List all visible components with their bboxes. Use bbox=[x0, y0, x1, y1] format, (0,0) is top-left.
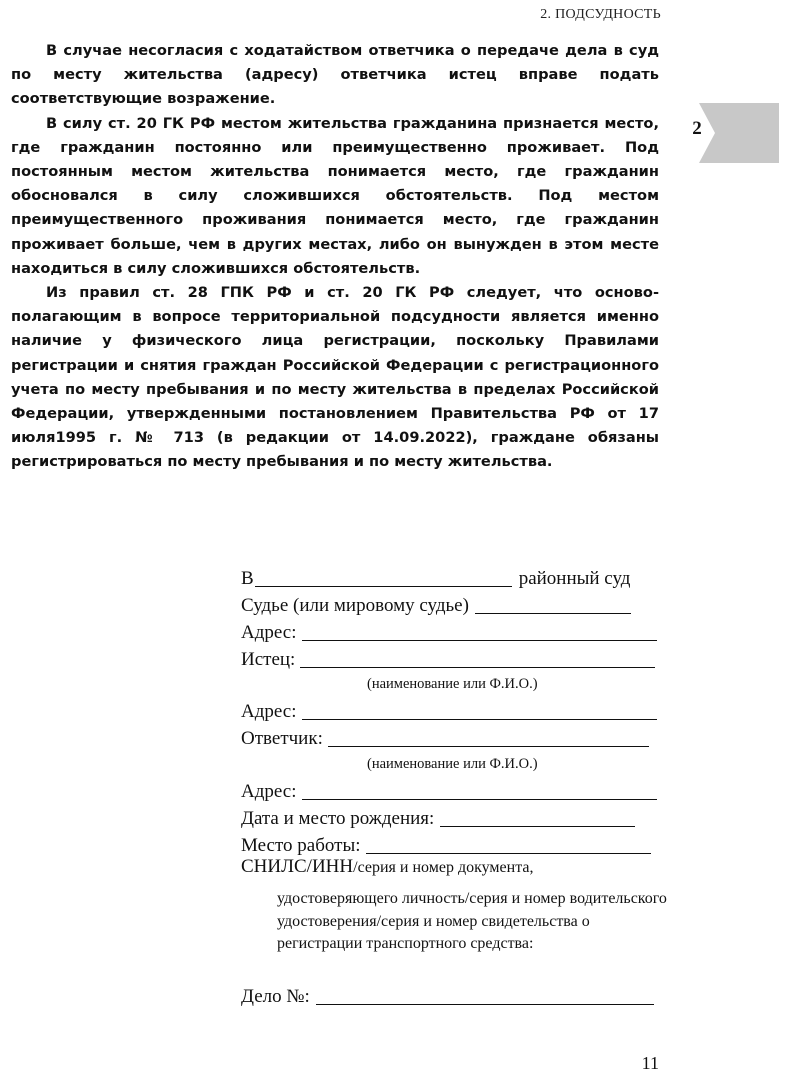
paragraph-2: В силу ст. 20 ГК РФ местом жительства гражданина признается место, где гражданин постоянно или преимущественно проживает. Под постоянным местом жительства понимается место, где гражданин обосновался в силу сложившихся обстоятельств. Под местом преимущественного проживания понимается место, где гражданин проживает больше, чем в других местах, либо он вынужден в этом месте находиться в силу сложившихся обстоятельств. bbox=[11, 114, 659, 277]
plaintiff-address-row bbox=[241, 699, 657, 723]
respondent-label: Ответчик: bbox=[241, 728, 323, 749]
work-label: Место работы: bbox=[241, 835, 361, 856]
plaintiff-line[interactable] bbox=[300, 651, 655, 668]
plaintiff-label: Истец: bbox=[241, 649, 296, 670]
court-suffix: районный суд bbox=[518, 568, 631, 589]
snils-description: удостоверяющего личность/серия и номер водительского удостоверения/серия и номер свидетельства о регистрации транспортного средства: bbox=[277, 890, 667, 952]
snils-label: СНИЛС/ИНН bbox=[241, 856, 354, 877]
paragraph-3: Из правил ст. 28 ГПК РФ и ст. 20 ГК РФ следует, что основополагающим в вопросе территориальной подсудности является именно наличие у физического лица регистрации, поскольку Правилами регистрации и снятия граждан Российской Федерации с регистрационного учета по месту пребывания и по месту жительства в пределах Российской Федерации, утвержденными постановлением Правительства РФ от 17 июля1995 г. № 713 (в редакции от 14.09.2022), граждане обязаны регистрироваться по месту пребывания и по месту жительства. bbox=[11, 284, 659, 471]
snils-row bbox=[241, 856, 534, 878]
plaintiff-address-line[interactable] bbox=[302, 703, 657, 720]
respondent-hint: (наименование или Ф.И.О.) bbox=[367, 756, 538, 772]
plaintiff-address-label: Адрес: bbox=[241, 701, 297, 722]
court-address-line[interactable] bbox=[302, 624, 657, 641]
judge-label: Судье (или мировому судье) bbox=[241, 595, 469, 616]
respondent-row bbox=[241, 726, 649, 750]
respondent-address-line[interactable] bbox=[302, 783, 657, 800]
work-line[interactable] bbox=[366, 837, 651, 854]
work-row bbox=[241, 833, 651, 857]
court-line[interactable] bbox=[255, 570, 512, 587]
plaintiff-row bbox=[241, 647, 655, 671]
case-line[interactable] bbox=[316, 988, 654, 1005]
respondent-line[interactable] bbox=[328, 730, 649, 747]
court-row bbox=[241, 566, 630, 590]
body-text bbox=[11, 39, 659, 475]
case-row bbox=[241, 984, 654, 1008]
birth-row bbox=[241, 806, 635, 830]
snils-tail: /серия и номер документа, bbox=[353, 859, 534, 876]
court-address-row bbox=[241, 620, 657, 644]
respondent-address-row bbox=[241, 779, 657, 803]
page-number: 11 bbox=[641, 1053, 659, 1073]
court-prefix: В bbox=[241, 568, 254, 589]
paragraph-1: В случае несогласия с ходатайством ответчика о передаче дела в суд по месту жительства (адресу) ответчика истец вправе подать соответствующие возражение. bbox=[11, 42, 659, 108]
chapter-tab-shape bbox=[669, 103, 779, 163]
court-address-label: Адрес: bbox=[241, 622, 297, 643]
running-head: 2. ПОДСУДНОСТЬ bbox=[540, 7, 661, 22]
judge-line[interactable] bbox=[475, 597, 631, 614]
case-label: Дело №: bbox=[241, 986, 310, 1007]
respondent-address-label: Адрес: bbox=[241, 781, 297, 802]
judge-row bbox=[241, 593, 631, 617]
birth-label: Дата и место рождения: bbox=[241, 808, 435, 829]
chapter-tab bbox=[669, 103, 779, 163]
plaintiff-hint: (наименование или Ф.И.О.) bbox=[367, 676, 538, 692]
chapter-number: 2 bbox=[692, 118, 702, 139]
birth-line[interactable] bbox=[440, 810, 635, 827]
